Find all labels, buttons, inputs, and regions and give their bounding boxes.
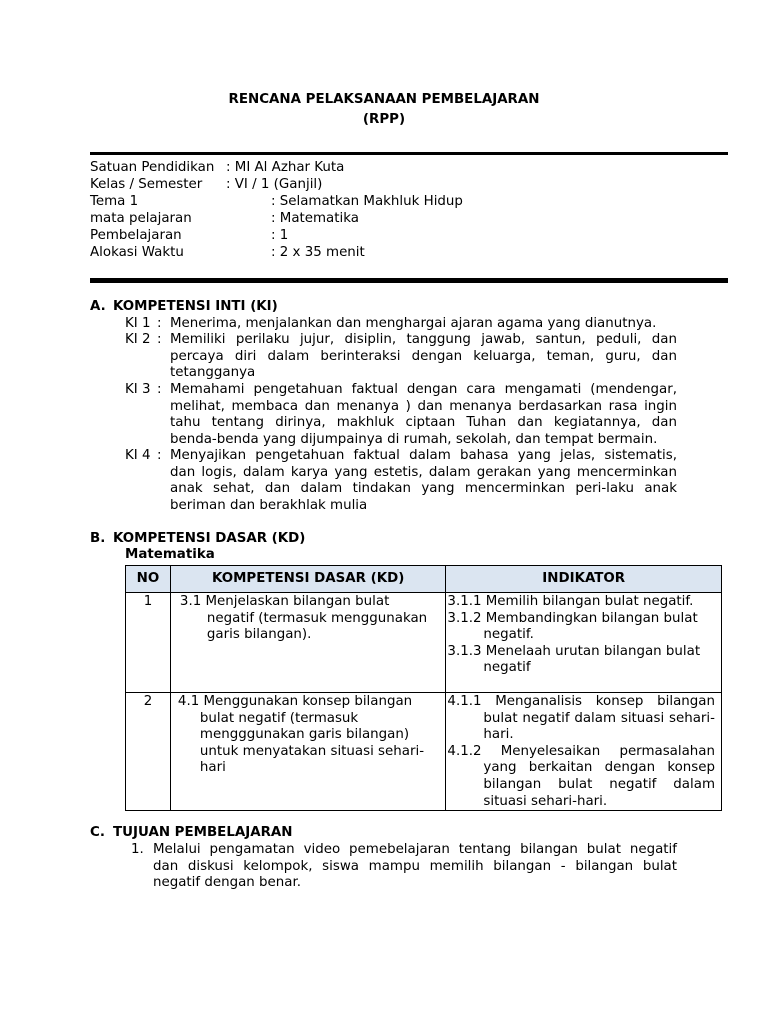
section-title: KOMPETENSI INTI (KI) <box>113 299 278 314</box>
meta-value: : Selamatkan Makhluk Hidup <box>271 194 463 209</box>
kd-line: hari <box>199 760 226 776</box>
table-header-row <box>126 566 722 593</box>
kd-line: mengggunakan garis bilangan) <box>199 727 410 743</box>
section-a-heading <box>90 299 278 316</box>
ki2-label: KI 2 <box>125 332 151 347</box>
cell-no: 1 <box>126 593 171 693</box>
ki3-text <box>170 382 677 448</box>
meta-label: Kelas / Semester <box>90 177 203 192</box>
tujuan-line: dan diskusi kelompok, siswa mampu memilih bilangan - bilangan bulat <box>153 858 677 874</box>
kd-line: bulat negatif (termasuk <box>199 710 359 726</box>
section-letter: A. <box>90 299 106 314</box>
section-title: TUJUAN PEMBELAJARAN <box>113 825 293 840</box>
meta-row-tema <box>90 194 463 211</box>
document-subtitle: (RPP) <box>362 112 406 127</box>
ki2-colon: : <box>157 332 162 347</box>
meta-row-pembelajaran <box>90 228 289 245</box>
section-b-heading <box>90 531 306 548</box>
tujuan-item-number: 1. <box>131 842 144 857</box>
meta-label: Satuan Pendidikan <box>90 160 215 175</box>
ki4-label: KI 4 <box>125 448 151 463</box>
meta-label: mata pelajaran <box>90 211 192 226</box>
kd-line: garis bilangan). <box>206 627 312 643</box>
meta-row-mapel <box>90 211 359 228</box>
cell-kd <box>170 593 446 693</box>
col-header-kd: KOMPETENSI DASAR (KD) <box>170 566 446 593</box>
ki-line: Memiliki perilaku jujur, disiplin, tanggung jawab, santun, peduli, dan <box>170 332 677 347</box>
tujuan-item-text <box>153 842 677 892</box>
ki2-text <box>170 332 677 382</box>
col-header-indikator: INDIKATOR <box>446 566 722 593</box>
ki-line: tetangganya <box>170 365 256 381</box>
meta-value: : 2 x 35 menit <box>271 245 365 260</box>
indikator-item: 3.1.3 Menelaah urutan bilangan bulat negatif <box>447 643 701 676</box>
section-title: KOMPETENSI DASAR (KD) <box>113 531 306 546</box>
meta-value: : MI Al Azhar Kuta <box>226 160 345 175</box>
ki3-colon: : <box>157 382 162 397</box>
section-letter: B. <box>90 531 106 546</box>
kd-line: negatif (termasuk menggunakan <box>206 610 428 626</box>
meta-label: Alokasi Waktu <box>90 245 184 260</box>
meta-label: Pembelajaran <box>90 228 182 243</box>
kd-line: untuk menyatakan situasi sehari- <box>199 743 425 759</box>
ki-line: dan logis, dalam karya yang estetis, dalam gerakan yang mencerminkan <box>170 464 677 480</box>
ki-line: anak sehat, dan dalam tindakan yang mencerminkan peri-laku anak <box>170 481 677 497</box>
section-letter: C. <box>90 825 105 840</box>
meta-value: : 1 <box>271 228 289 243</box>
meta-row-satuan <box>90 160 345 177</box>
meta-value: : VI / 1 (Ganjil) <box>226 177 323 192</box>
ki-line: melihat, membaca dan menanya ) dan menanya berdasarkan rasa ingin <box>170 398 677 414</box>
indikator-item: 4.1.1 Menganalisis konsep bilangan bulat negatif dalam situasi sehari-hari. <box>447 694 715 743</box>
cell-indikator <box>446 593 722 693</box>
cell-no: 2 <box>126 693 171 811</box>
ki4-colon: : <box>157 448 162 463</box>
ki-line: tahu tentang dirinya, makhluk ciptaan Tuhan dan kegiatannya, dan <box>170 415 677 431</box>
table-row <box>126 593 722 693</box>
meta-label: Tema 1 <box>90 194 139 209</box>
meta-value: : Matematika <box>271 211 359 226</box>
ki1-text <box>170 316 677 333</box>
kd-table <box>125 565 722 811</box>
tujuan-line: Melalui pengamatan video pemebelajaran tentang bilangan bulat negatif <box>153 842 677 857</box>
meta-block <box>90 160 463 262</box>
kd-line: 4.1 Menggunakan konsep bilangan <box>177 694 413 709</box>
ki3-label: KI 3 <box>125 382 151 397</box>
indikator-item: 4.1.2 Menyelesaikan permasalahan yang berkaitan dengan konsep bilangan bulat negatif dalam situasi sehari-hari. <box>447 743 715 809</box>
tujuan-line: negatif dengan benar. <box>153 875 302 891</box>
cell-indikator <box>446 693 722 811</box>
top-rule <box>90 152 728 155</box>
ki4-text <box>170 448 677 514</box>
col-header-no: NO <box>126 566 171 593</box>
ki-line: Menerima, menjalankan dan menghargai ajaran agama yang dianutnya. <box>170 316 657 331</box>
document-title: RENCANA PELAKSANAAN PEMBELAJARAN <box>228 92 540 107</box>
meta-row-kelas <box>90 177 323 194</box>
kd-line: 3.1 Menjelaskan bilangan bulat <box>179 594 390 609</box>
ki1-colon: : <box>157 316 162 331</box>
bottom-rule <box>90 278 728 283</box>
table-row <box>126 693 722 811</box>
ki-line: beriman dan berakhlak mulia <box>170 497 368 513</box>
meta-row-alokasi <box>90 245 365 262</box>
subject-heading: Matematika <box>125 547 215 562</box>
ki-line: percaya diri dalam berinteraksi dengan keluarga, teman, guru, dan <box>170 348 677 364</box>
ki-line: Memahami pengetahuan faktual dengan cara mengamati (mendengar, <box>170 382 677 397</box>
section-c-heading <box>90 825 293 842</box>
indikator-item: 3.1.1 Memilih bilangan bulat negatif. <box>447 594 694 609</box>
ki-line: Menyajikan pengetahuan faktual dalam bahasa yang jelas, sistematis, <box>170 448 677 463</box>
cell-kd <box>170 693 446 811</box>
indikator-item: 3.1.2 Membandingkan bilangan bulat negatif. <box>447 610 698 643</box>
ki-line: benda-benda yang dijumpainya di rumah, sekolah, dan tempat bermain. <box>170 431 658 447</box>
ki1-label: KI 1 <box>125 316 151 331</box>
